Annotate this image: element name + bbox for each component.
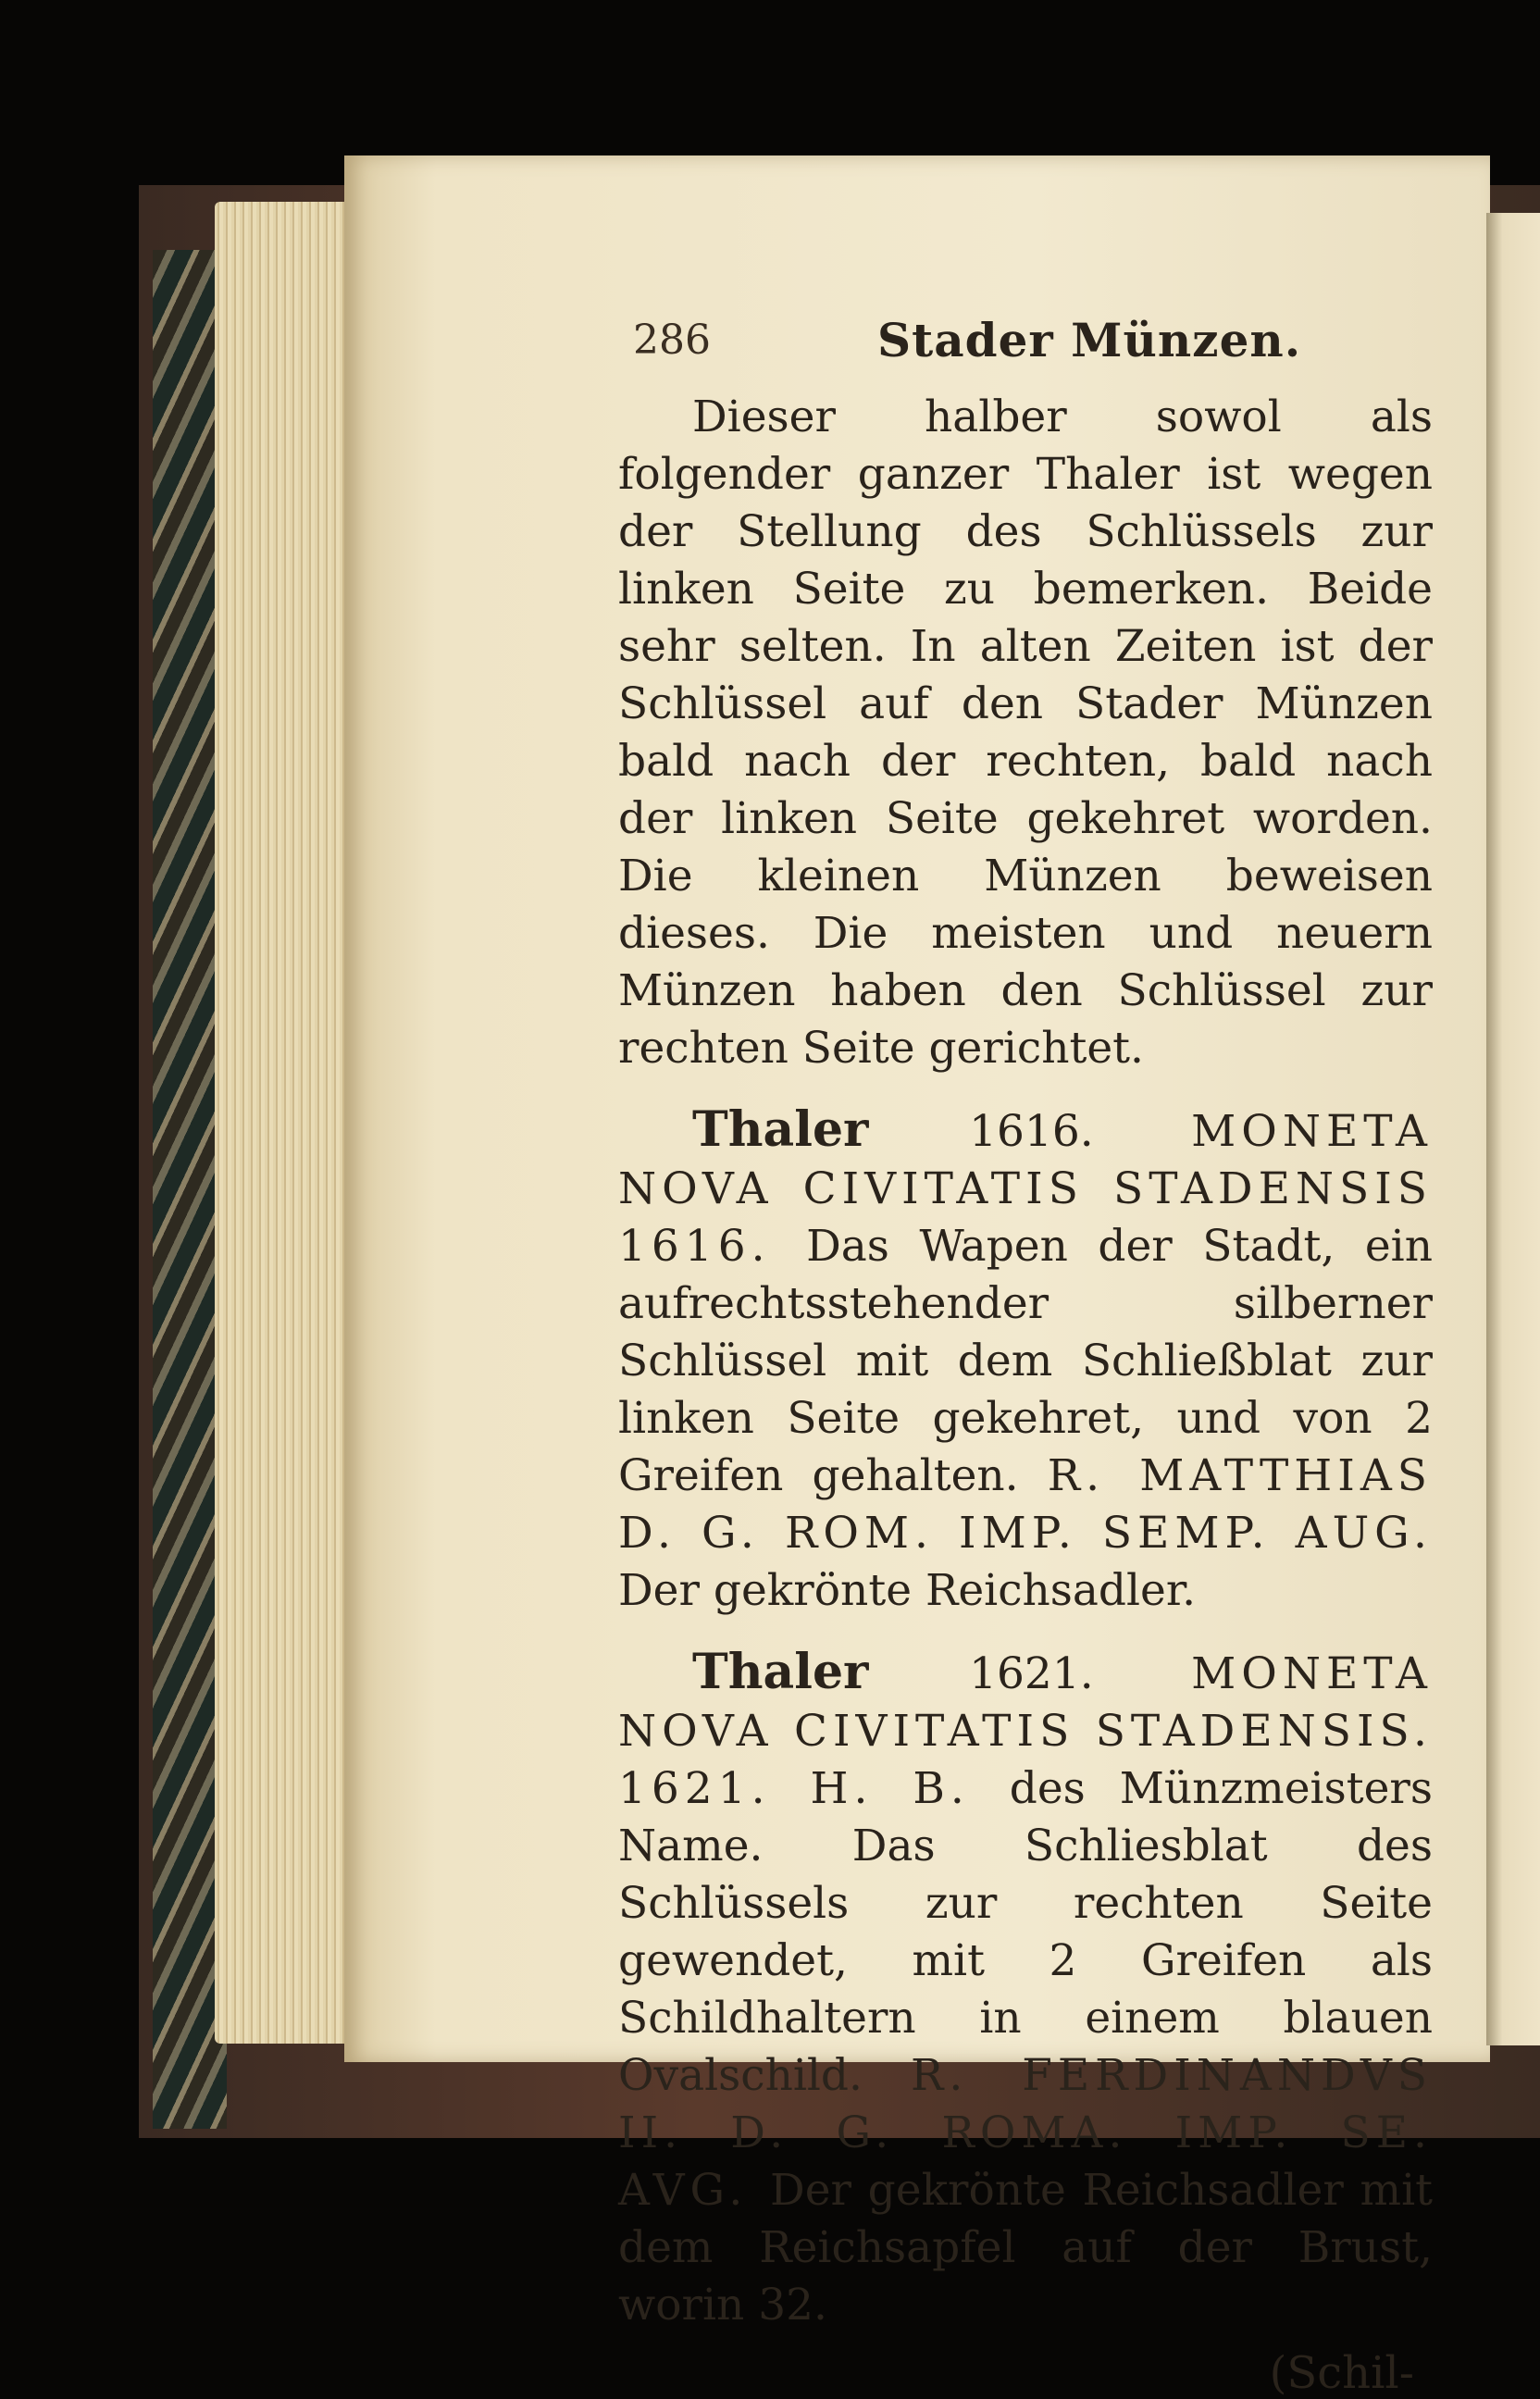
running-title: Stader Münzen. [877, 313, 1302, 367]
entry-legend: MONETA NOVA CIVITATIS STADENSIS 1616. [618, 1106, 1433, 1272]
entry-legend: MONETA NOVA CIVITATIS STADENSIS. 1621. H. B. [618, 1648, 1433, 1814]
entry-year: 1621. [969, 1648, 1192, 1699]
page-text [618, 305, 1433, 2399]
intro-paragraph: Dieser halber sowol als folgender ganzer Thaler ist wegen der Stellung des Schlüssels zur linken Seite zu bemerken. Beide sehr selten. In alten Zeiten ist der Schlüssel auf den Stader Münzen bald nach der rechten, bald nach der linken Seite gekehret worden. Die kleinen Münzen beweisen dieses. Die meisten und neuern Münzen haben den Schlüssel zur rechten Seite gerichtet. [618, 392, 1433, 1074]
entry-reverse-legend: R. MATTHIAS D. G. ROM. IMP. SEMP. AUG. [618, 1450, 1433, 1559]
entry-head: Thaler [692, 1101, 970, 1158]
entry-description: Das Wapen der Stadt, ein aufrechtsstehender silberner Schlüssel mit dem Schließblat zur linken Seite gekehret, und von 2 Greifen gehalten. [618, 1221, 1433, 1501]
entry-reverse-legend: R. FERDINANDVS II. D. G. ROMA. IMP. SE. AVG. [618, 2050, 1433, 2216]
entry-reverse-description: Der gekrönte Reichsadler mit dem Reichsapfel auf der Brust, worin 32. [618, 2165, 1433, 2331]
page-header [618, 305, 1433, 389]
catchword: (Schil- [1269, 2347, 1414, 2399]
entry-year: 1616. [969, 1106, 1192, 1157]
coin-entry-1621 [618, 1644, 1433, 2334]
entry-head: Thaler [692, 1644, 970, 1700]
coin-entry-1616 [618, 1101, 1433, 1620]
page-edges [215, 202, 363, 2044]
page-number: 286 [633, 317, 711, 364]
facing-page-edge [1486, 213, 1540, 2045]
entry-description: des Münzmeisters Name. Das Schliesblat des Schlüssels zur rechten Seite gewendet, mit 2 Greifen als Schildhaltern in einem blauen Ovalschild. [618, 1763, 1433, 2101]
entry-reverse-description: Der gekrönte Reichsadler. [618, 1565, 1197, 1616]
